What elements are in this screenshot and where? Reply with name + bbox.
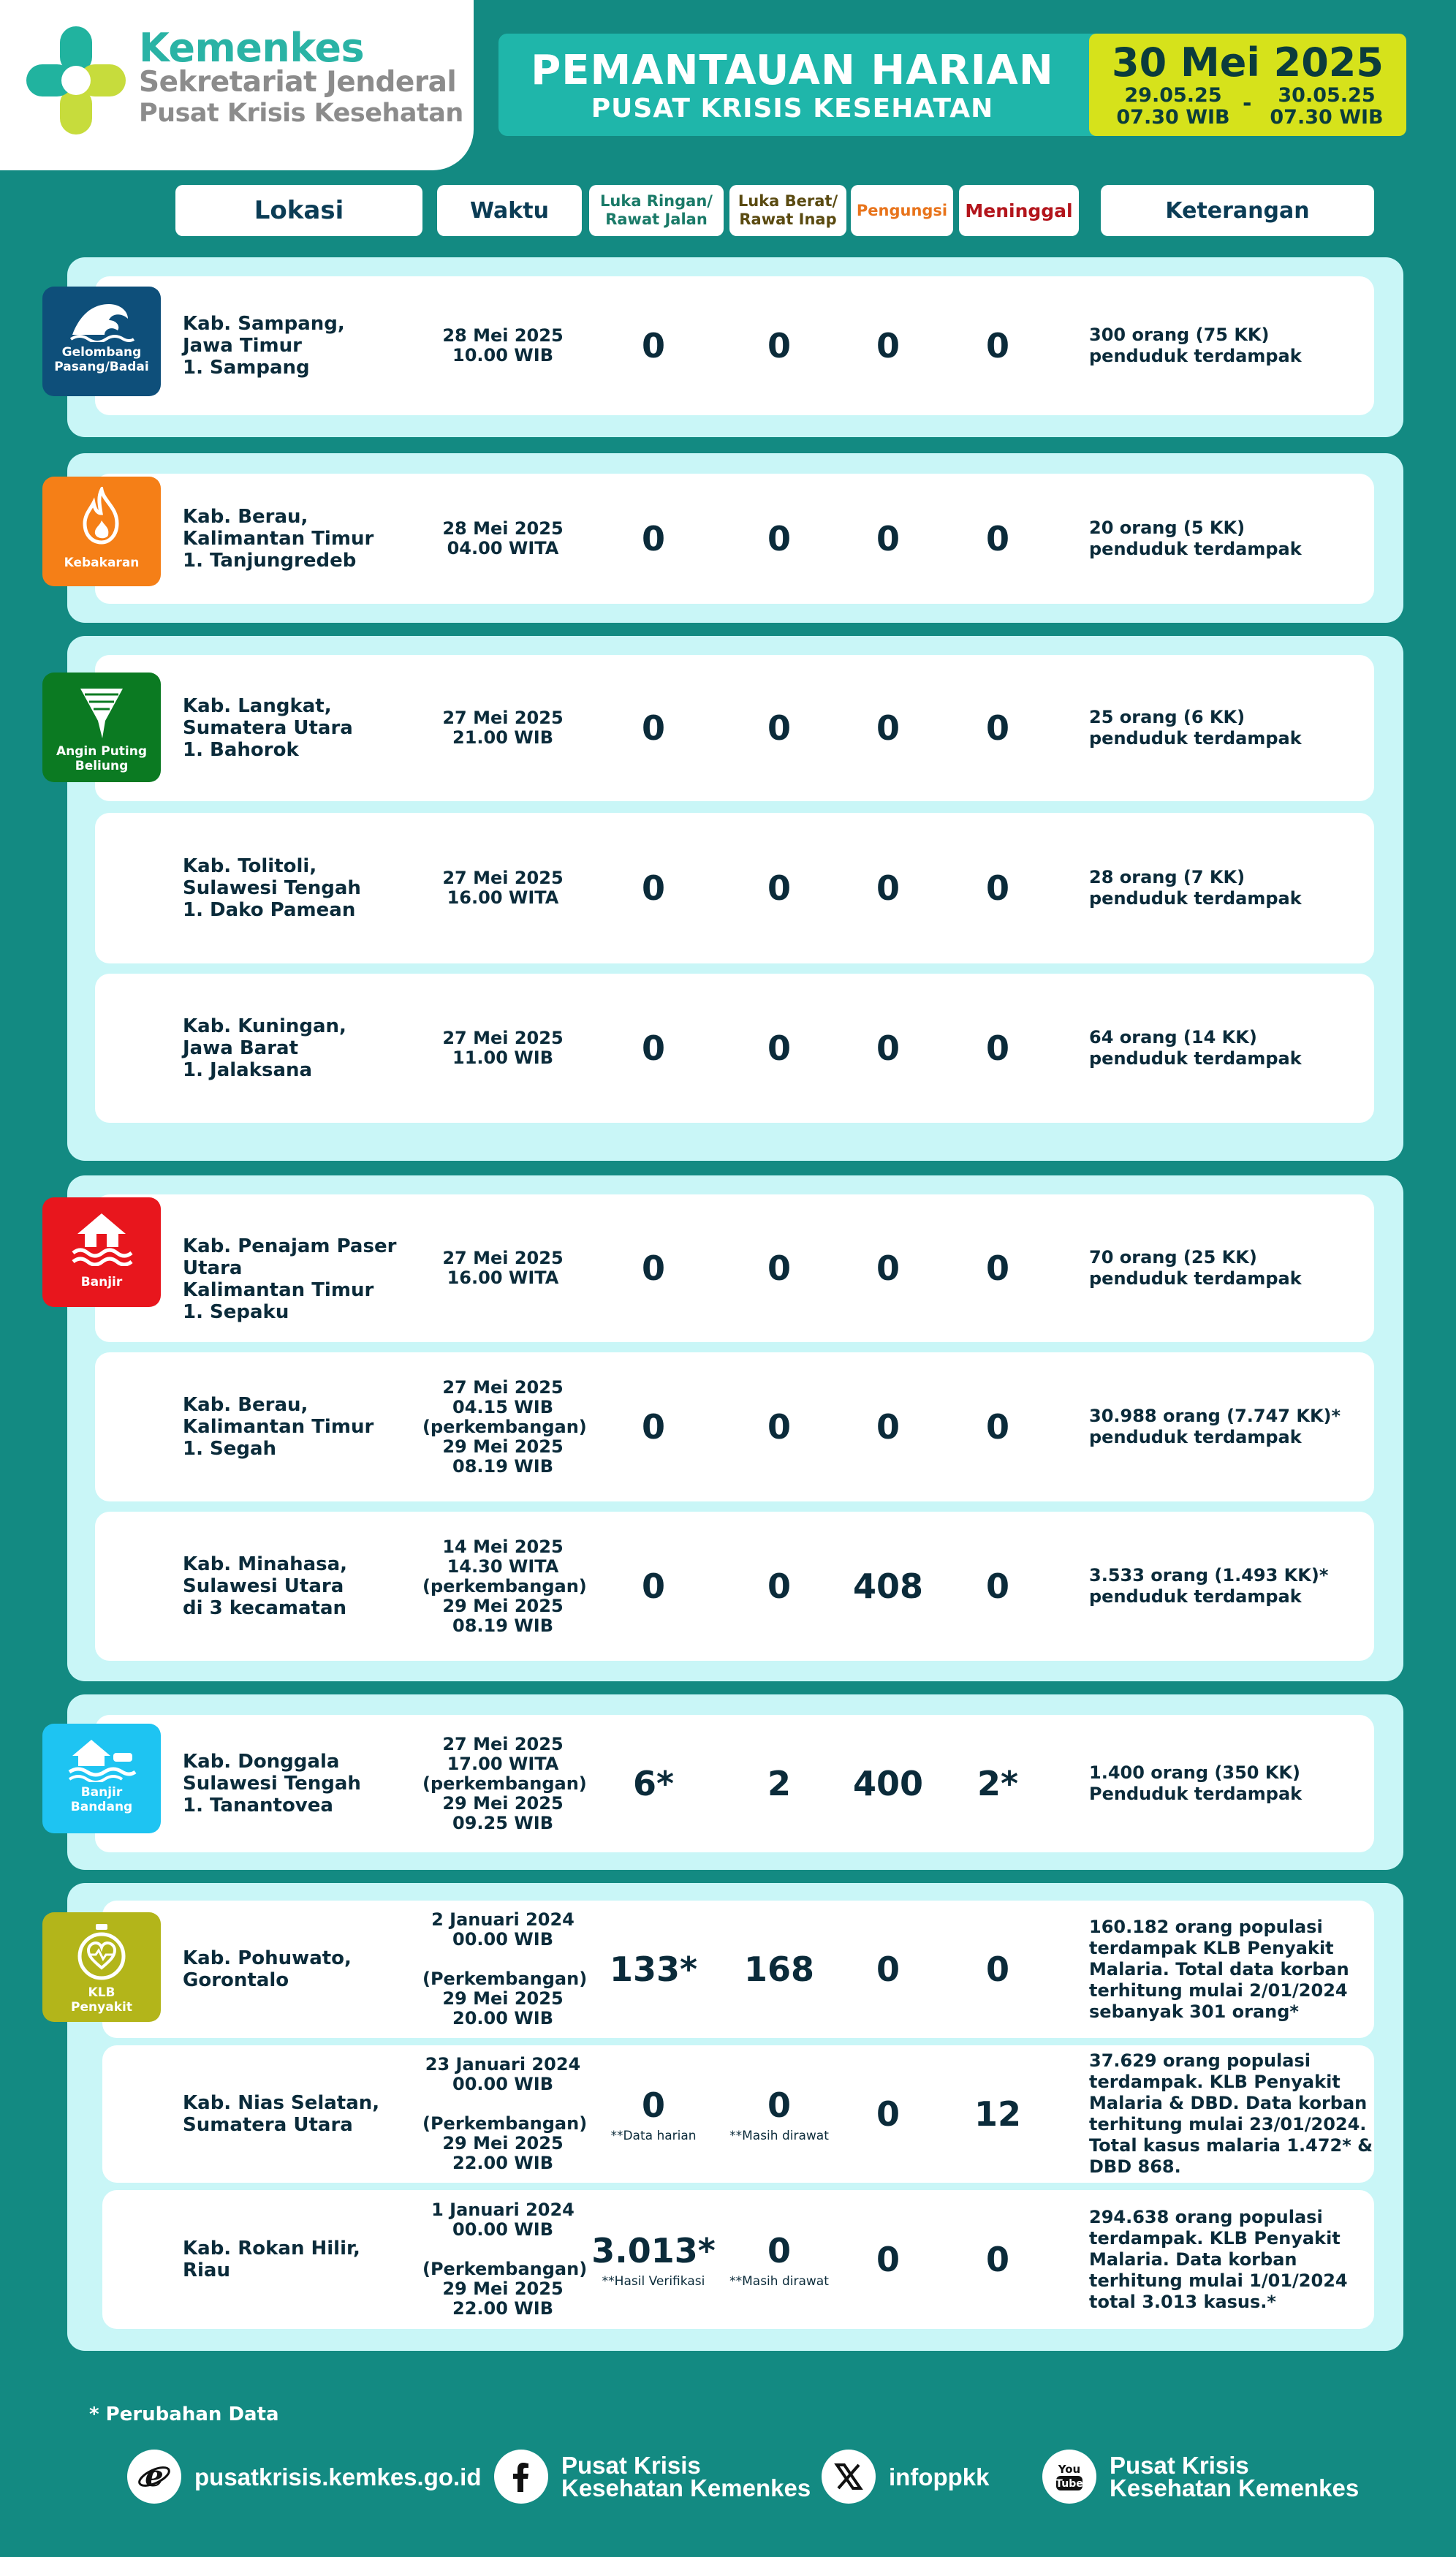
event-time: 28 Mei 2025 10.00 WIB xyxy=(442,325,564,365)
value-meninggal: 0 xyxy=(985,1029,1009,1068)
badge-klb-penyakit xyxy=(42,1912,161,2022)
heart-stopwatch-icon xyxy=(74,1923,129,1982)
value-pengungsi: 0 xyxy=(876,868,900,908)
event-keterangan: 70 orang (25 KK) penduduk terdampak xyxy=(1089,1247,1302,1289)
event-time: 28 Mei 2025 04.00 WITA xyxy=(442,518,564,558)
badge-banjir xyxy=(42,1197,161,1307)
brand-subtitle-2: Pusat Krisis Kesehatan xyxy=(139,99,463,128)
value-luka-ringan: 0 xyxy=(641,1407,665,1447)
value-meninggal: 2* xyxy=(977,1764,1019,1803)
column-header-pengungsi: Pengungsi xyxy=(851,185,953,236)
event-location: Kab. Tolitoli, Sulawesi Tengah 1. Dako Pamean xyxy=(183,855,361,921)
value-pengungsi: 400 xyxy=(852,1764,924,1803)
value-meninggal: 0 xyxy=(985,1407,1009,1447)
value-luka-berat: 0 xyxy=(767,1567,791,1606)
period-to: 30.05.25 07.30 WIB xyxy=(1270,84,1384,129)
kemenkes-logo-icon xyxy=(26,26,126,135)
event-keterangan: 64 orang (14 KK) penduduk terdampak xyxy=(1089,1027,1302,1069)
svg-text:e: e xyxy=(145,2459,164,2493)
event-keterangan: 1.400 orang (350 KK) Penduduk terdampak xyxy=(1089,1762,1303,1804)
flood-house-icon xyxy=(70,1208,133,1266)
event-keterangan: 28 orang (7 KK) penduduk terdampak xyxy=(1089,867,1302,909)
badge-banjir-bandang xyxy=(42,1724,161,1833)
value-luka-berat: 0 xyxy=(767,1249,791,1288)
event-time: 1 Januari 2024 00.00 WIB (Perkembangan) 29 Mei 2025 22.00 WIB xyxy=(422,2200,588,2319)
value-luka-berat: 0 xyxy=(767,519,791,558)
svg-text:Tube: Tube xyxy=(1055,2478,1083,2490)
footer-twitter[interactable] xyxy=(822,2447,990,2506)
value-luka-ringan: 6* xyxy=(632,1764,675,1803)
flash-flood-icon xyxy=(67,1734,137,1782)
event-time: 27 Mei 2025 17.00 WITA (perkembangan) 29 Mei 2025 09.25 WIB xyxy=(422,1733,587,1833)
value-pengungsi: 0 xyxy=(876,2240,900,2279)
value-luka-ringan: 0 xyxy=(641,868,665,908)
value-luka-berat: 0 xyxy=(767,326,791,365)
value-meninggal: 0 xyxy=(985,2240,1009,2279)
value-luka-ringan: 0 xyxy=(641,2086,665,2125)
badge-label: Banjir Bandang xyxy=(70,1785,133,1814)
value-luka-ringan: 0 xyxy=(641,1249,665,1288)
event-location: Kab. Sampang, Jawa Timur 1. Sampang xyxy=(183,313,345,379)
value-meninggal: 0 xyxy=(985,519,1009,558)
value-pengungsi: 408 xyxy=(852,1567,924,1606)
event-time: 27 Mei 2025 11.00 WIB xyxy=(442,1028,564,1068)
value-luka-berat: 0 xyxy=(767,2086,791,2125)
value-meninggal: 0 xyxy=(985,326,1009,365)
event-keterangan: 25 orang (6 KK) penduduk terdampak xyxy=(1089,707,1302,749)
column-header-meninggal: Meninggal xyxy=(959,185,1079,236)
badge-label: Banjir xyxy=(80,1275,123,1289)
event-location: Kab. Minahasa, Sulawesi Utara di 3 kecamatan xyxy=(183,1553,348,1619)
website-link[interactable]: pusatkrisis.kemkes.go.id xyxy=(194,2463,482,2490)
badge-angin-puting-beliung xyxy=(42,673,161,782)
brand-name: Kemenkes xyxy=(139,25,365,71)
value-pengungsi: 0 xyxy=(876,2094,900,2134)
column-header-keterangan: Keterangan xyxy=(1101,185,1374,236)
value-luka-berat: 0 xyxy=(767,1407,791,1447)
event-location: Kab. Pohuwato, Gorontalo xyxy=(183,1947,352,1991)
event-time: 27 Mei 2025 04.15 WIB (perkembangan) 29 Mei 2025 08.19 WIB xyxy=(422,1376,587,1477)
twitter-link[interactable]: infoppkk xyxy=(889,2463,990,2490)
value-luka-berat: 0 xyxy=(767,708,791,748)
event-keterangan: 20 orang (5 KK) penduduk terdampak xyxy=(1089,518,1302,559)
column-header-lokasi: Lokasi xyxy=(175,185,422,236)
logo-panel xyxy=(0,0,474,170)
youtube-icon xyxy=(1042,2450,1096,2504)
event-location: Kab. Penajam Paser Utara Kalimantan Timur 1. Sepaku xyxy=(183,1235,397,1323)
footer-facebook[interactable] xyxy=(494,2447,811,2506)
svg-text:You: You xyxy=(1058,2463,1081,2476)
page-title: PEMANTAUAN HARIAN xyxy=(531,47,1054,94)
column-header-luka-ringan: Luka Ringan/ Rawat Jalan xyxy=(589,185,724,236)
value-luka-berat: 0 xyxy=(767,868,791,908)
facebook-link[interactable]: Pusat Krisis Kesehatan Kemenkes xyxy=(561,2452,811,2501)
footer-website[interactable] xyxy=(127,2447,482,2506)
value-luka-ringan: 133* xyxy=(609,1950,698,1989)
value-meninggal: 0 xyxy=(985,868,1009,908)
period-separator: - xyxy=(1243,91,1252,116)
value-pengungsi: 0 xyxy=(876,1407,900,1447)
value-pengungsi: 0 xyxy=(876,1029,900,1068)
badge-label: Gelombang Pasang/Badai xyxy=(54,345,149,374)
value-luka-ringan: 0 xyxy=(641,1567,665,1606)
value-luka-ringan: 0 xyxy=(641,1029,665,1068)
value-pengungsi: 0 xyxy=(876,326,900,365)
badge-label: Kebakaran xyxy=(64,556,140,570)
event-time: 14 Mei 2025 14.30 WITA (perkembangan) 29 Mei 2025 08.19 WIB xyxy=(422,1536,587,1636)
event-keterangan: 160.182 orang populasi terdampak KLB Penyakit Malaria. Total data korban terhitung mulai 2/01/2024 sebanyak 301 orang* xyxy=(1089,1916,1349,2022)
facebook-icon xyxy=(494,2450,548,2504)
period-from: 29.05.25 07.30 WIB xyxy=(1116,84,1230,129)
value-meninggal: 0 xyxy=(985,1567,1009,1606)
value-luka-berat: 0 xyxy=(767,1029,791,1068)
event-location: Kab. Kuningan, Jawa Barat 1. Jalaksana xyxy=(183,1015,346,1081)
badge-label: KLB Penyakit xyxy=(71,1985,132,2015)
value-luka-ringan: 0 xyxy=(641,326,665,365)
value-luka-ringan: 0 xyxy=(641,519,665,558)
event-location: Kab. Berau, Kalimantan Timur 1. Tanjungredeb xyxy=(183,506,374,572)
value-luka-ringan-note: **Data harian xyxy=(610,2129,697,2143)
event-keterangan: 300 orang (75 KK) penduduk terdampak xyxy=(1089,325,1302,366)
value-luka-berat-note: **Masih dirawat xyxy=(729,2274,829,2289)
value-pengungsi: 0 xyxy=(876,1950,900,1989)
event-keterangan: 30.988 orang (7.747 KK)* penduduk terdampak xyxy=(1089,1406,1341,1447)
value-pengungsi: 0 xyxy=(876,1249,900,1288)
page-subtitle: PUSAT KRISIS KESEHATAN xyxy=(591,94,994,124)
value-luka-ringan-note: **Hasil Verifikasi xyxy=(602,2274,705,2289)
value-luka-berat: 0 xyxy=(767,2231,791,2270)
footnote: * Perubahan Data xyxy=(89,2403,279,2425)
value-meninggal: 0 xyxy=(985,1249,1009,1288)
web-icon xyxy=(127,2450,181,2504)
event-time: 2 Januari 2024 00.00 WIB (Perkembangan) 29 Mei 2025 20.00 WIB xyxy=(422,1909,588,2028)
column-header-waktu: Waktu xyxy=(437,185,582,236)
event-location: Kab. Langkat, Sumatera Utara 1. Bahorok xyxy=(183,695,353,761)
tornado-icon xyxy=(76,683,127,741)
badge-kebakaran xyxy=(42,477,161,586)
value-meninggal: 0 xyxy=(985,1950,1009,1989)
event-keterangan: 37.629 orang populasi terdampak. KLB Penyakit Malaria & DBD. Data korban terhitung mulai 23/01/2024. Total kasus malaria 1.472* & DBD 868. xyxy=(1089,2050,1373,2177)
fire-icon xyxy=(76,487,127,545)
event-location: Kab. Donggala Sulawesi Tengah 1. Tanantovea xyxy=(183,1751,361,1817)
badge-gelombang xyxy=(42,287,161,396)
report-date: 30 Mei 2025 xyxy=(1112,39,1384,86)
badge-label: Angin Puting Beliung xyxy=(56,744,148,773)
event-time: 27 Mei 2025 21.00 WIB xyxy=(442,708,564,748)
value-pengungsi: 0 xyxy=(876,519,900,558)
value-luka-berat: 168 xyxy=(743,1950,815,1989)
value-luka-berat: 2 xyxy=(767,1764,791,1803)
event-location: Kab. Nias Selatan, Sumatera Utara xyxy=(183,2092,380,2136)
value-pengungsi: 0 xyxy=(876,708,900,748)
value-meninggal: 12 xyxy=(974,2094,1021,2134)
youtube-link[interactable]: Pusat Krisis Kesehatan Kemenkes xyxy=(1110,2452,1360,2501)
value-luka-ringan: 0 xyxy=(641,708,665,748)
event-keterangan: 3.533 orang (1.493 KK)* penduduk terdampak xyxy=(1089,1565,1329,1607)
event-location: Kab. Berau, Kalimantan Timur 1. Segah xyxy=(183,1394,374,1460)
value-luka-ringan: 3.013* xyxy=(591,2231,716,2270)
wave-icon xyxy=(68,297,135,342)
footer-youtube[interactable] xyxy=(1042,2447,1359,2506)
event-keterangan: 294.638 orang populasi terdampak. KLB Penyakit Malaria. Data korban terhitung mulai 1/01/2024 total 3.013 kasus.* xyxy=(1089,2206,1348,2312)
brand-subtitle-1: Sekretariat Jenderal xyxy=(139,66,457,99)
column-header-luka-berat: Luka Berat/ Rawat Inap xyxy=(729,185,846,236)
event-time: 23 Januari 2024 00.00 WIB (Perkembangan) 29 Mei 2025 22.00 WIB xyxy=(422,2054,588,2173)
x-icon xyxy=(822,2450,876,2504)
event-time: 27 Mei 2025 16.00 WITA xyxy=(442,868,564,908)
value-meninggal: 0 xyxy=(985,708,1009,748)
event-time: 27 Mei 2025 16.00 WITA xyxy=(442,1248,564,1288)
date-panel xyxy=(1089,34,1406,136)
value-luka-berat-note: **Masih dirawat xyxy=(729,2129,829,2143)
event-location: Kab. Rokan Hilir, Riau xyxy=(183,2238,360,2281)
